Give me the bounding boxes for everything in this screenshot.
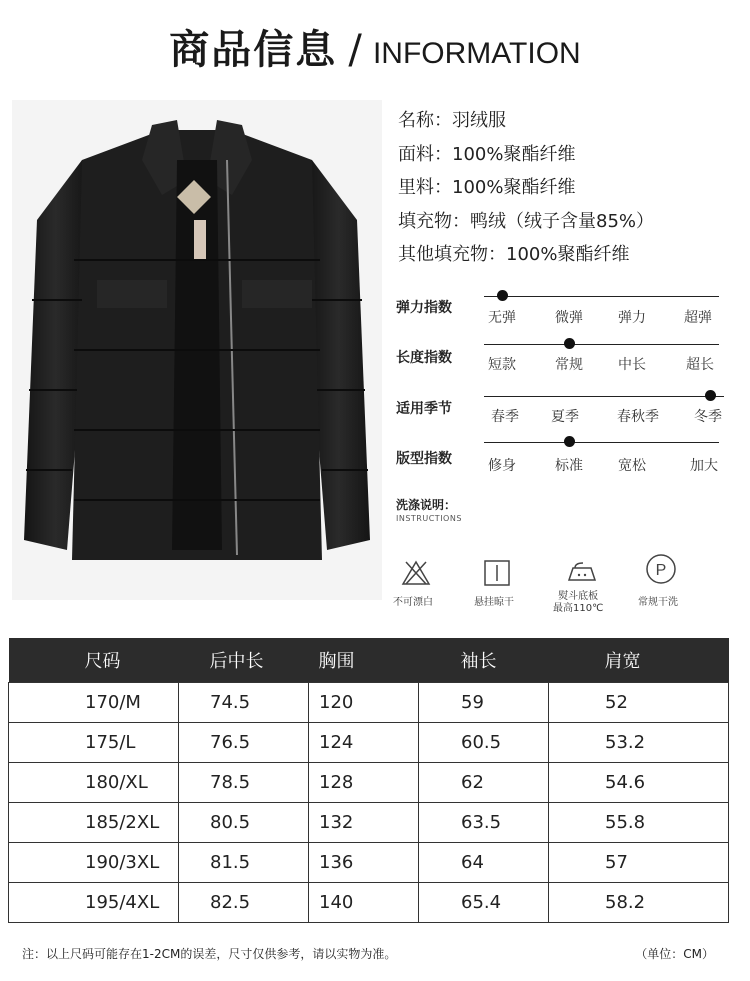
table-cell: 124 [309, 722, 419, 762]
washing-title: 洗涤说明： [396, 498, 457, 512]
header-size: 尺码 [9, 638, 179, 682]
table-cell: 82.5 [179, 882, 309, 922]
table-cell: 65.4 [419, 882, 549, 922]
table-cell: 64 [419, 842, 549, 882]
size-table [8, 638, 729, 923]
index-option: 夏季 [551, 409, 579, 425]
table-cell: 58.2 [549, 882, 729, 922]
index-option: 微弹 [555, 310, 583, 326]
index-elasticity [396, 285, 746, 335]
header-sleeve: 袖长 [419, 638, 549, 682]
index-marker [705, 390, 716, 401]
title-en: INFORMATION [372, 37, 581, 70]
iron-label: 熨斗底板 最高110℃ [553, 591, 604, 614]
index-option: 宽松 [618, 458, 646, 474]
table-cell: 170/M [9, 682, 179, 722]
dry-clean-label: 常规干洗 [638, 597, 678, 608]
table-row [9, 722, 729, 762]
table-row [9, 802, 729, 842]
table-cell: 128 [309, 762, 419, 802]
table-cell: 52 [549, 682, 729, 722]
table-cell: 53.2 [549, 722, 729, 762]
index-line [484, 344, 719, 345]
index-option: 春季 [491, 409, 519, 425]
table-cell: 175/L [9, 722, 179, 762]
table-cell: 76.5 [179, 722, 309, 762]
index-label: 适用季节 [396, 401, 452, 417]
index-label: 版型指数 [396, 451, 452, 467]
table-cell: 60.5 [419, 722, 549, 762]
product-image [12, 100, 382, 600]
product-specs [398, 104, 743, 272]
index-option: 超长 [686, 357, 714, 373]
table-cell: 63.5 [419, 802, 549, 842]
index-line [484, 396, 724, 397]
footnote: 注：以上尺码可能存在1-2CM的误差，尺寸仅供参考，请以实物为准。 [22, 947, 397, 961]
table-cell: 190/3XL [9, 842, 179, 882]
index-marker [564, 436, 575, 447]
table-row [9, 842, 729, 882]
index-season [396, 386, 746, 436]
table-cell: 59 [419, 682, 549, 722]
title-separator: / [348, 27, 362, 73]
hang-dry-label: 悬挂晾干 [474, 597, 514, 608]
table-header-row [9, 638, 729, 682]
index-option: 弹力 [618, 310, 646, 326]
jacket-illustration [12, 100, 382, 600]
table-cell: 180/XL [9, 762, 179, 802]
index-option: 短款 [488, 357, 516, 373]
table-row [9, 882, 729, 922]
table-cell: 195/4XL [9, 882, 179, 922]
table-cell: 140 [309, 882, 419, 922]
index-option: 修身 [488, 458, 516, 474]
table-row [9, 682, 729, 722]
header-back-length: 后中长 [179, 638, 309, 682]
table-cell: 78.5 [179, 762, 309, 802]
index-fit [396, 436, 746, 486]
spec-name: 名称：羽绒服 [398, 110, 506, 131]
hang-dry-icon [477, 555, 517, 591]
index-line [484, 442, 719, 443]
washing-subtitle: INSTRUCTIONS [396, 514, 462, 523]
no-bleach-icon [396, 555, 436, 591]
header-chest: 胸围 [309, 638, 419, 682]
header-shoulder: 肩宽 [549, 638, 729, 682]
table-cell: 132 [309, 802, 419, 842]
index-option: 标准 [555, 458, 583, 474]
spec-lining: 里料：100%聚酯纤维 [398, 177, 576, 198]
index-label: 弹力指数 [396, 300, 452, 316]
index-option: 加大 [690, 458, 718, 474]
index-option: 超弹 [684, 310, 712, 326]
page-title [0, 18, 750, 75]
table-cell: 80.5 [179, 802, 309, 842]
index-option: 中长 [618, 357, 646, 373]
dry-clean-icon [641, 551, 681, 587]
table-cell: 120 [309, 682, 419, 722]
index-option: 常规 [555, 357, 583, 373]
iron-icon [562, 555, 602, 591]
table-cell: 57 [549, 842, 729, 882]
table-cell: 62 [419, 762, 549, 802]
table-cell: 136 [309, 842, 419, 882]
table-cell: 74.5 [179, 682, 309, 722]
no-bleach-label: 不可漂白 [393, 597, 433, 608]
index-length [396, 335, 746, 385]
spec-fabric: 面料：100%聚酯纤维 [398, 143, 576, 165]
unit-note: （单位：CM） [635, 947, 714, 961]
index-marker [497, 290, 508, 301]
title-cn: 商品信息 [169, 27, 338, 73]
table-cell: 54.6 [549, 762, 729, 802]
index-line [484, 296, 719, 297]
index-option: 冬季 [694, 409, 722, 425]
index-option: 无弹 [488, 310, 516, 326]
table-cell: 81.5 [179, 842, 309, 882]
index-marker [564, 338, 575, 349]
spec-other-filling: 其他填充物：100%聚酯纤维 [398, 244, 630, 265]
table-cell: 55.8 [549, 802, 729, 842]
svg-text:P: P [655, 562, 667, 579]
index-option: 春秋季 [617, 409, 659, 425]
table-row [9, 762, 729, 802]
index-label: 长度指数 [396, 350, 452, 366]
table-cell: 185/2XL [9, 802, 179, 842]
spec-filling: 填充物：鸭绒（绒子含量85%） [398, 210, 655, 232]
